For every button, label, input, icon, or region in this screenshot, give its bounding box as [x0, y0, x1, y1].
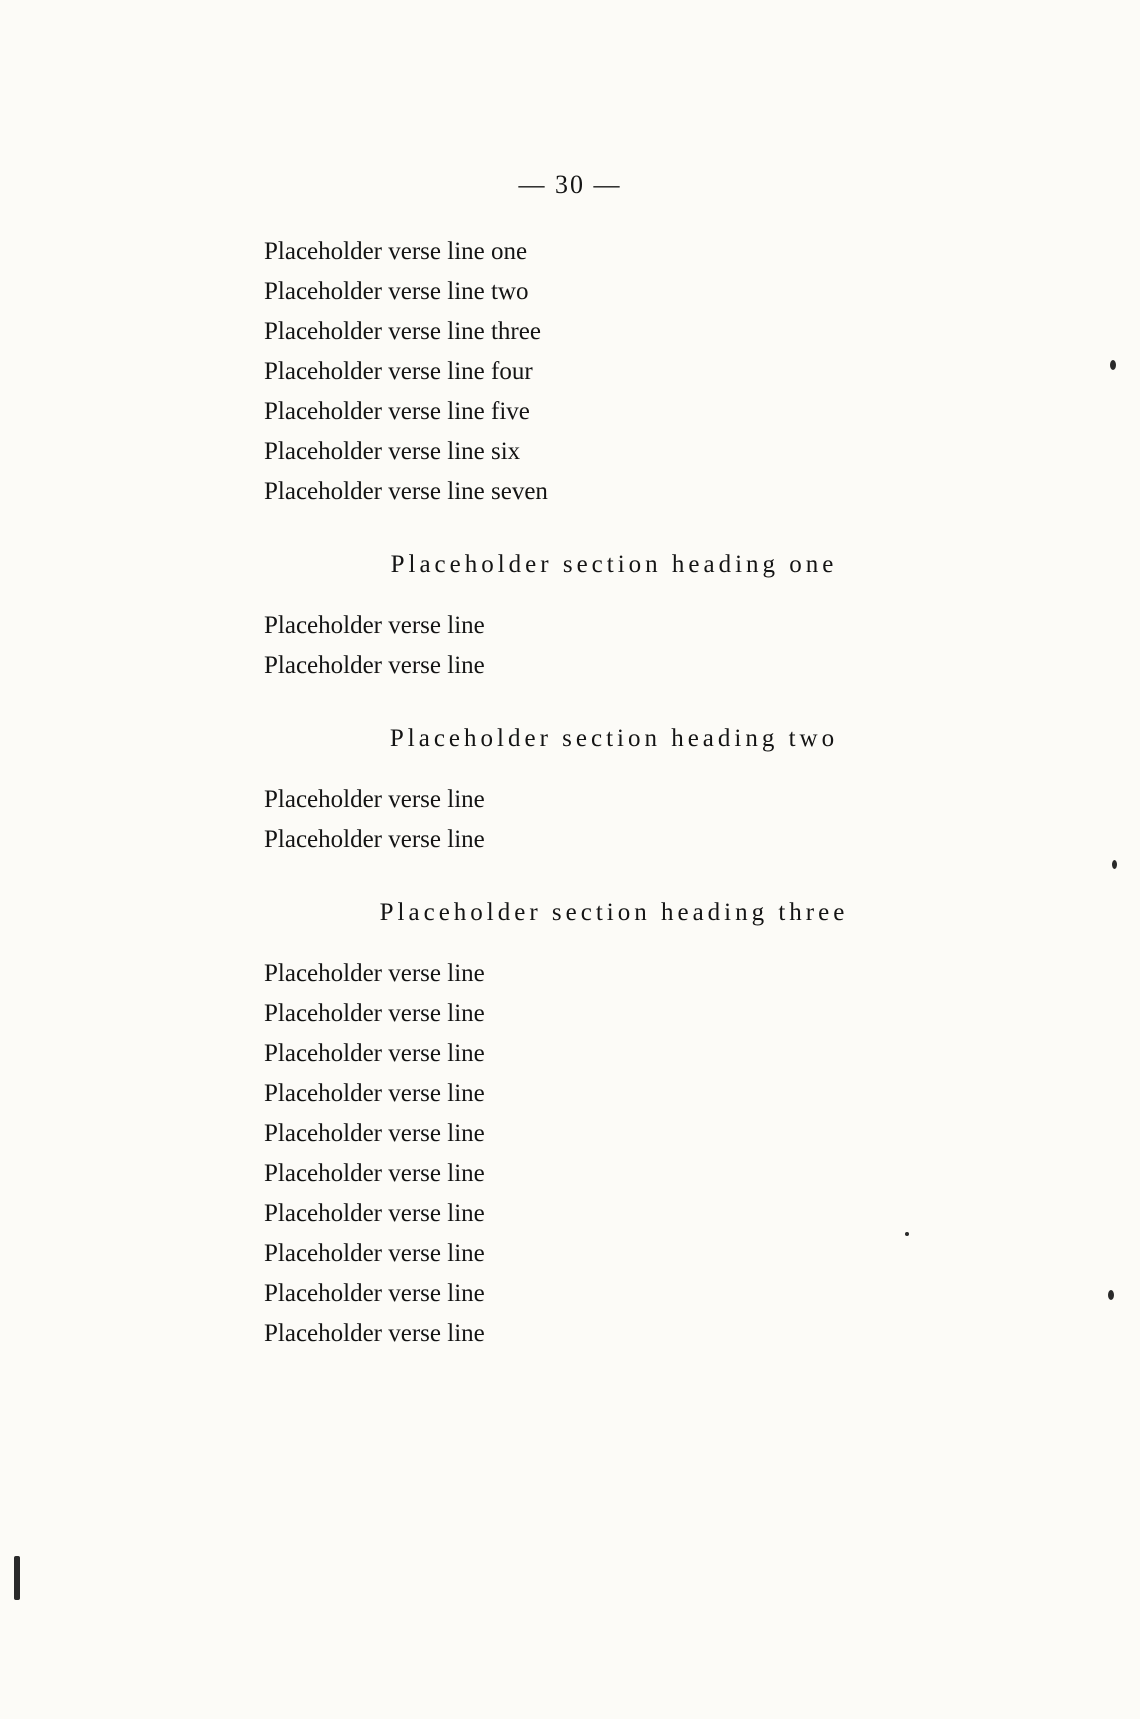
verse-line: Placeholder verse line — [264, 1040, 485, 1067]
verse-line: Placeholder verse line — [264, 826, 485, 853]
verse-line: Placeholder verse line five — [264, 398, 530, 425]
verse-line: Placeholder verse line — [264, 960, 485, 987]
verse-line: Placeholder verse line — [264, 1200, 485, 1227]
stanza — [264, 720, 964, 860]
stanza — [264, 546, 964, 686]
verse-line: Placeholder verse line — [264, 652, 485, 679]
verse-line: Placeholder verse line six — [264, 438, 521, 465]
scan-speck — [1110, 360, 1116, 370]
verse-line: Placeholder verse line three — [264, 318, 541, 345]
verse-line: Placeholder verse line — [264, 1240, 485, 1267]
scan-speck — [905, 1232, 909, 1236]
verse-line: Placeholder verse line one — [264, 238, 528, 265]
verse-line: Placeholder verse line — [264, 1160, 485, 1187]
page-body — [264, 232, 964, 1388]
scan-speck — [14, 1556, 20, 1600]
scan-speck — [1108, 1290, 1114, 1300]
section-heading: Placeholder section heading two — [389, 725, 839, 752]
verse-line: Placeholder verse line — [264, 1320, 485, 1347]
verse-line: Placeholder verse line — [264, 612, 485, 639]
scan-speck — [1112, 860, 1117, 869]
verse-line: Placeholder verse line — [264, 1120, 485, 1147]
verse-line: Placeholder verse line four — [264, 358, 533, 385]
verse-line: Placeholder verse line — [264, 786, 485, 813]
verse-line: Placeholder verse line seven — [264, 478, 548, 505]
section-heading: Placeholder section heading one — [390, 551, 838, 578]
page-number: — 30 — — [518, 170, 622, 199]
verse-line: Placeholder verse line — [264, 1280, 485, 1307]
section-heading: Placeholder section heading three — [379, 899, 849, 926]
verse-line: Placeholder verse line — [264, 1080, 485, 1107]
stanza — [264, 894, 964, 1354]
stanza — [264, 232, 964, 512]
verse-line: Placeholder verse line two — [264, 278, 529, 305]
verse-line: Placeholder verse line — [264, 1000, 485, 1027]
